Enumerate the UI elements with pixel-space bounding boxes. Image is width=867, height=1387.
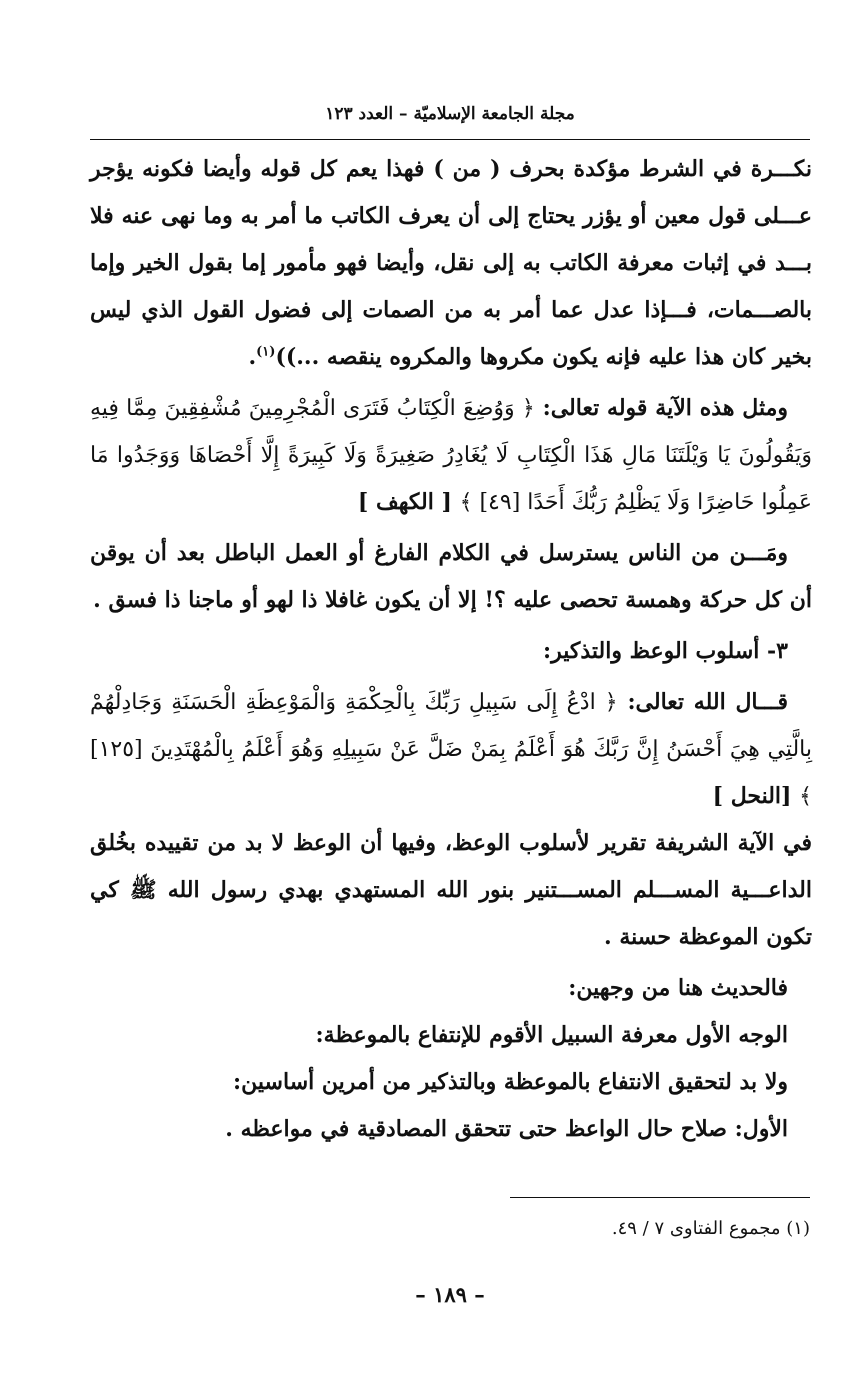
paragraph-2-intro: ومثل هذه الآية قوله تعالى: (542, 395, 788, 421)
section-heading-3: ٣- أسلوب الوعظ والتذكير: (542, 638, 788, 664)
paragraph-2 (90, 385, 812, 526)
quran-verse-nahl: ﴿ ادْعُ إِلَى سَبِيلِ رَبِّكَ بِالْحِكْمَةِ وَالْمَوْعِظَةِ الْحَسَنَةِ وَجَادِلْهُمْ بِالَّتِي هِيَ أَحْسَنُ إِنَّ رَبَّكَ هُوَ أَعْلَمُ بِمَنْ ضَلَّ عَنْ سَبِيلِهِ وَهُوَ أَعْلَمُ بِالْمُهْتَدِينَ [١٢٥] ﴾ (90, 690, 812, 809)
paragraph-5: في الآية الشريفة تقرير لأسلوب الوعظ، وفيها أن الوعظ لا بد من تقييده بخُلق الداعـــية المســـلم المســـتنير بنور الله المستهدي بهدي رسول الله ﷺ كي تكون الموعظة حسنة . (90, 830, 812, 950)
paragraph-1-end: . (248, 344, 257, 370)
line-4: الأول: صلاح حال الواعظ حتى تتحقق المصادقية في مواعظه . (225, 1116, 788, 1142)
footnote-marker[interactable]: (١) (256, 344, 276, 360)
paragraph-1 (90, 146, 812, 381)
line-3: ولا بد لتحقيق الانتفاع بالموعظة وبالتذكير من أمرين أساسين: (233, 1069, 788, 1095)
header-divider (90, 139, 810, 140)
paragraph-4 (90, 679, 812, 820)
line-1: فالحديث هنا من وجهين: (568, 975, 788, 1001)
footnote: (١) مجموع الفتاوى ٧ / ٤٩. (611, 1218, 810, 1239)
paragraph-1-text: نكـــرة في الشرط مؤكدة بحرف ( من ) فهذا يعم كل قوله وأيضا فكونه يؤجر عـــلى قول معين أو يؤزر يحتاج إلى أن يعرف الكاتب ما أمر به وما نهى عنه فلا بـــد في إثبات معرفة الكاتب به إلى نقل، وأيضا فهو مأمور إما بقول الخير وإما بالصـــمات، فـــإذا عدل عما أمر به من الصمات إلى فضول القول الذي ليس بخير كان هذا عليه فإنه يكون مكروها والمكروه ينقصه ...)) (90, 156, 812, 370)
footnote-divider (510, 1197, 810, 1198)
running-header: مجلة الجامعة الإسلاميّة – العدد ١٢٣ (325, 104, 575, 124)
quran-verse-kahf: ﴿ وَوُضِعَ الْكِتَابُ فَتَرَى الْمُجْرِمِينَ مُشْفِقِينَ مِمَّا فِيهِ وَيَقُولُونَ يَا وَيْلَتَنَا مَالِ هَذَا الْكِتَابِ لَا يُغَادِرُ صَغِيرَةً وَلَا كَبِيرَةً إِلَّا أَحْصَاهَا وَوَجَدُوا مَا عَمِلُوا حَاضِرًا وَلَا يَظْلِمُ رَبُّكَ أَحَدًا [٤٩] ﴾ (90, 396, 812, 515)
line-2: الوجه الأول معرفة السبيل الأقوم للإنتفاع بالموعظة: (315, 1022, 788, 1048)
body-text (90, 146, 812, 1153)
paragraph-3: ومَـــن من الناس يسترسل في الكلام الفارغ أو العمل الباطل بعد أن يوقن أن كل حركة وهمسة تحصى عليه ؟! إلا أن يكون غافلا ذا لهو أو ماجنا ذا فسق . (90, 540, 812, 613)
paragraph-4-intro: قـــال الله تعالى: (627, 689, 788, 715)
surah-reference-kahf: [ الكهف ] (357, 489, 452, 515)
surah-reference-nahl: [النحل ] (712, 783, 792, 809)
page-number: – ١٨٩ – (415, 1282, 485, 1307)
